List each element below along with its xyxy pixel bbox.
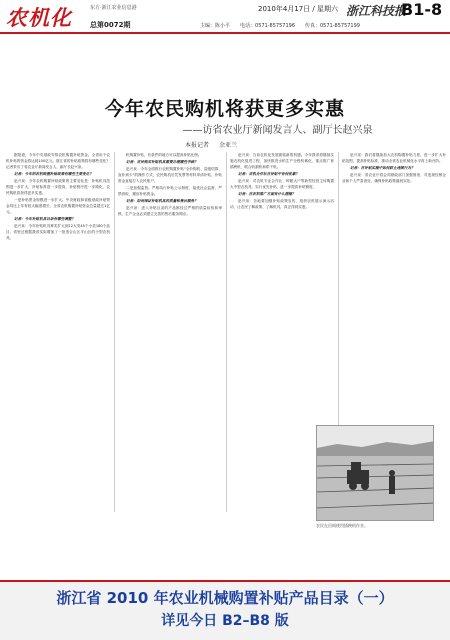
article-column-2 <box>118 152 222 218</box>
article-paragraph: 一是补贴资金规模进一步扩大。中央财政和省级财政补贴资金均比上年有较大幅度增长，全省农机购置补贴资金总量超过1亿元。 <box>6 198 110 214</box>
masthead-subline: 东方·浙江农业信息港 <box>90 5 137 11</box>
paper-name: 浙江科技报 <box>346 4 407 18</box>
editor-phone: 电话：0571-85757196 <box>240 23 295 29</box>
editor-info <box>200 22 360 29</box>
interview-question: 记者：农机合作社在补贴中有何优惠？ <box>238 172 300 176</box>
masthead-rule <box>0 32 450 34</box>
section-logo: 农机化 <box>6 5 72 30</box>
article-paragraph: 赵兴泉：各地要加强补贴政策宣传，组织农机展示演示活动，让农民了解政策、了解机具，真正得到实惠。 <box>230 199 334 209</box>
interview-question: 记者：今年的农机购置补贴政策有哪些主要变化？ <box>14 172 94 176</box>
article-paragraph: 赵兴泉：我们将继续加大农机购置补贴力度，进一步扩大补贴范围，提高补贴标准，推动全省农业机械化水平再上新台阶。 <box>342 153 446 163</box>
issue-date: 2010年4月17日 / 星期六 <box>258 5 338 13</box>
catalog-banner <box>0 580 450 640</box>
masthead <box>0 0 450 34</box>
page-number: B1-8 <box>401 0 443 19</box>
article-paragraph: 赵兴泉：今年补贴机具种类扩大到12大类45个小类180个品目，省里还根据我省实际增加了一批适合山区半山区的小型农机具。 <box>6 224 110 240</box>
article-paragraph: 赵兴泉：今年农机购置补贴政策的主要变化是：补贴机具范围进一步扩大，补贴标准进一步提高，补贴程序进一步简化，农民购机将获得更多实惠。 <box>6 179 110 195</box>
interview-question: 记者：如何保证补贴机具的质量和售后服务？ <box>126 199 198 203</box>
article-paragraph: 据报道，今年中央财政安排农机购置补贴资金。全省用于农机补贴的资金将达到100亿元。浙江省的补贴政策将有哪些变化？记者采访了省农业厅新闻发言人、副厅长赵兴泉。 <box>6 153 110 169</box>
byline-author: 余亚兰 <box>219 142 238 149</box>
article-paragraph: 赵兴泉：今年全面推行农机购置补贴“全价购机、县级结算、直补到卡”的操作方式，农民购机后凭发票等材料申请补贴，补贴资金直接打入农民账户。 <box>118 167 222 183</box>
article-paragraph: 赵兴泉：对农机专业合作社、种粮大户等新型经营主体购置大中型农机具，实行优先补贴，进一步提高补贴额度。 <box>230 179 334 189</box>
article-paragraph: 机购置补贴，有条件的地方可以提高补贴比例。 <box>126 153 202 157</box>
interview-question: 记者：今年补贴机具目录有哪些调整？ <box>14 217 76 221</box>
byline-label: 本报记者 <box>185 142 210 149</box>
article-byline <box>185 140 237 149</box>
column-divider <box>114 152 115 512</box>
banner-subtitle: 详见今日 B2–B8 版 <box>161 613 289 629</box>
article-column-3 <box>230 152 334 211</box>
paddy-field-image <box>317 426 434 521</box>
column-divider <box>226 152 227 512</box>
article-subhead: ——访省农业厅新闻发言人、副厅长赵兴泉 <box>182 125 373 136</box>
article-paragraph: 二是加强监管。严格执行补贴公示制度，接受社会监督，严禁套取、挪用补贴资金。 <box>118 186 222 196</box>
editor-fax: 传真：0571-85757199 <box>305 23 360 29</box>
issue-number: 总第0072期 <box>90 21 131 29</box>
interview-question: 记者：农民购买补贴机具需要办理哪些手续？ <box>126 160 198 164</box>
article-headline: 今年农民购机将获更多实惠 <box>104 98 345 120</box>
interview-question: 记者：在农机推广方面有什么措施？ <box>238 192 296 196</box>
editor-name: 主编：陈小平 <box>200 23 231 29</box>
article-paragraph: 赵兴泉：省农业厅将会同财政部门加强督查，对违规经销企业和个人严肃查处，确保补贴政策落到实处。 <box>342 173 446 183</box>
article-photo <box>316 425 434 521</box>
interview-question: 记者：在补贴实施中如何防止违规行为？ <box>350 166 415 170</box>
article-paragraph: 赵兴泉：进入补贴目录的产品都经过严格的质量检验和审核，生产企业必须建立完善的售后服务网点。 <box>118 206 222 216</box>
banner-title: 浙江省 2010 年农业机械购置补贴产品目录（一） <box>56 589 394 607</box>
article-column-1 <box>6 152 110 242</box>
article-paragraph: 赵兴泉：当前农机化发展面临新的机遇。今年我省将继续实施农机化促进工程，加快推进水稻生产全程机械化，重点推广育插秧机、联合收割机和烘干机。 <box>230 153 334 169</box>
photo-caption: 农民在田间使用插秧机作业。 <box>316 523 368 528</box>
article-column-4 <box>342 152 446 185</box>
